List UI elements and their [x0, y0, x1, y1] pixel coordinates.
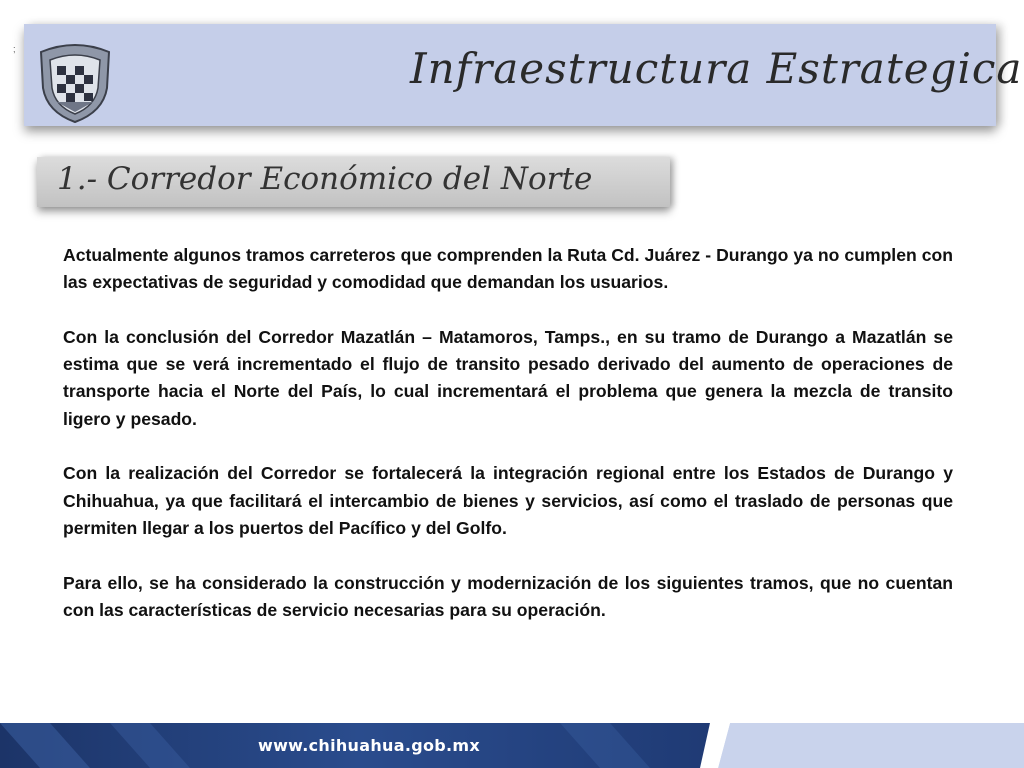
state-coat-of-arms-icon: [35, 40, 115, 124]
page-title: Infraestructura Estrategica: [410, 44, 1023, 93]
section-title: 1.- Corredor Económico del Norte: [57, 161, 593, 197]
paragraph-1: Actualmente algunos tramos carreteros que comprenden la Ruta Cd. Juárez - Durango ya no cumplen con las expectativas de seguridad y comodidad que demandan los usuarios.: [63, 245, 953, 293]
footer-band: [0, 723, 1024, 768]
footer-url: www.chihuahua.gob.mx: [258, 736, 480, 755]
slide-mark: ;: [13, 44, 16, 54]
paragraph-2: Con la conclusión del Corredor Mazatlán – Matamoros, Tamps., en su tramo de Durango a Mazatlán se estima que se verá incrementado el flujo de transito pesado derivado del aumento de operaciones de transporte hacia el Norte del País, lo cual incrementará el problema que genera la mezcla de transito ligero y pesado.: [63, 326, 953, 429]
body-text: [63, 242, 953, 624]
paragraph-4: Para ello, se ha considerado la construcción y modernización de los siguientes tramos, que no cuentan con las características de servicio necesarias para su operación.: [63, 572, 953, 620]
paragraph-3: Con la realización del Corredor se fortalecerá la integración regional entre los Estados de Durango y Chihuahua, ya que facilitará el intercambio de bienes y servicios, así como el traslado de personas que permiten llegar a los puertos del Pacífico y del Golfo.: [63, 463, 953, 538]
